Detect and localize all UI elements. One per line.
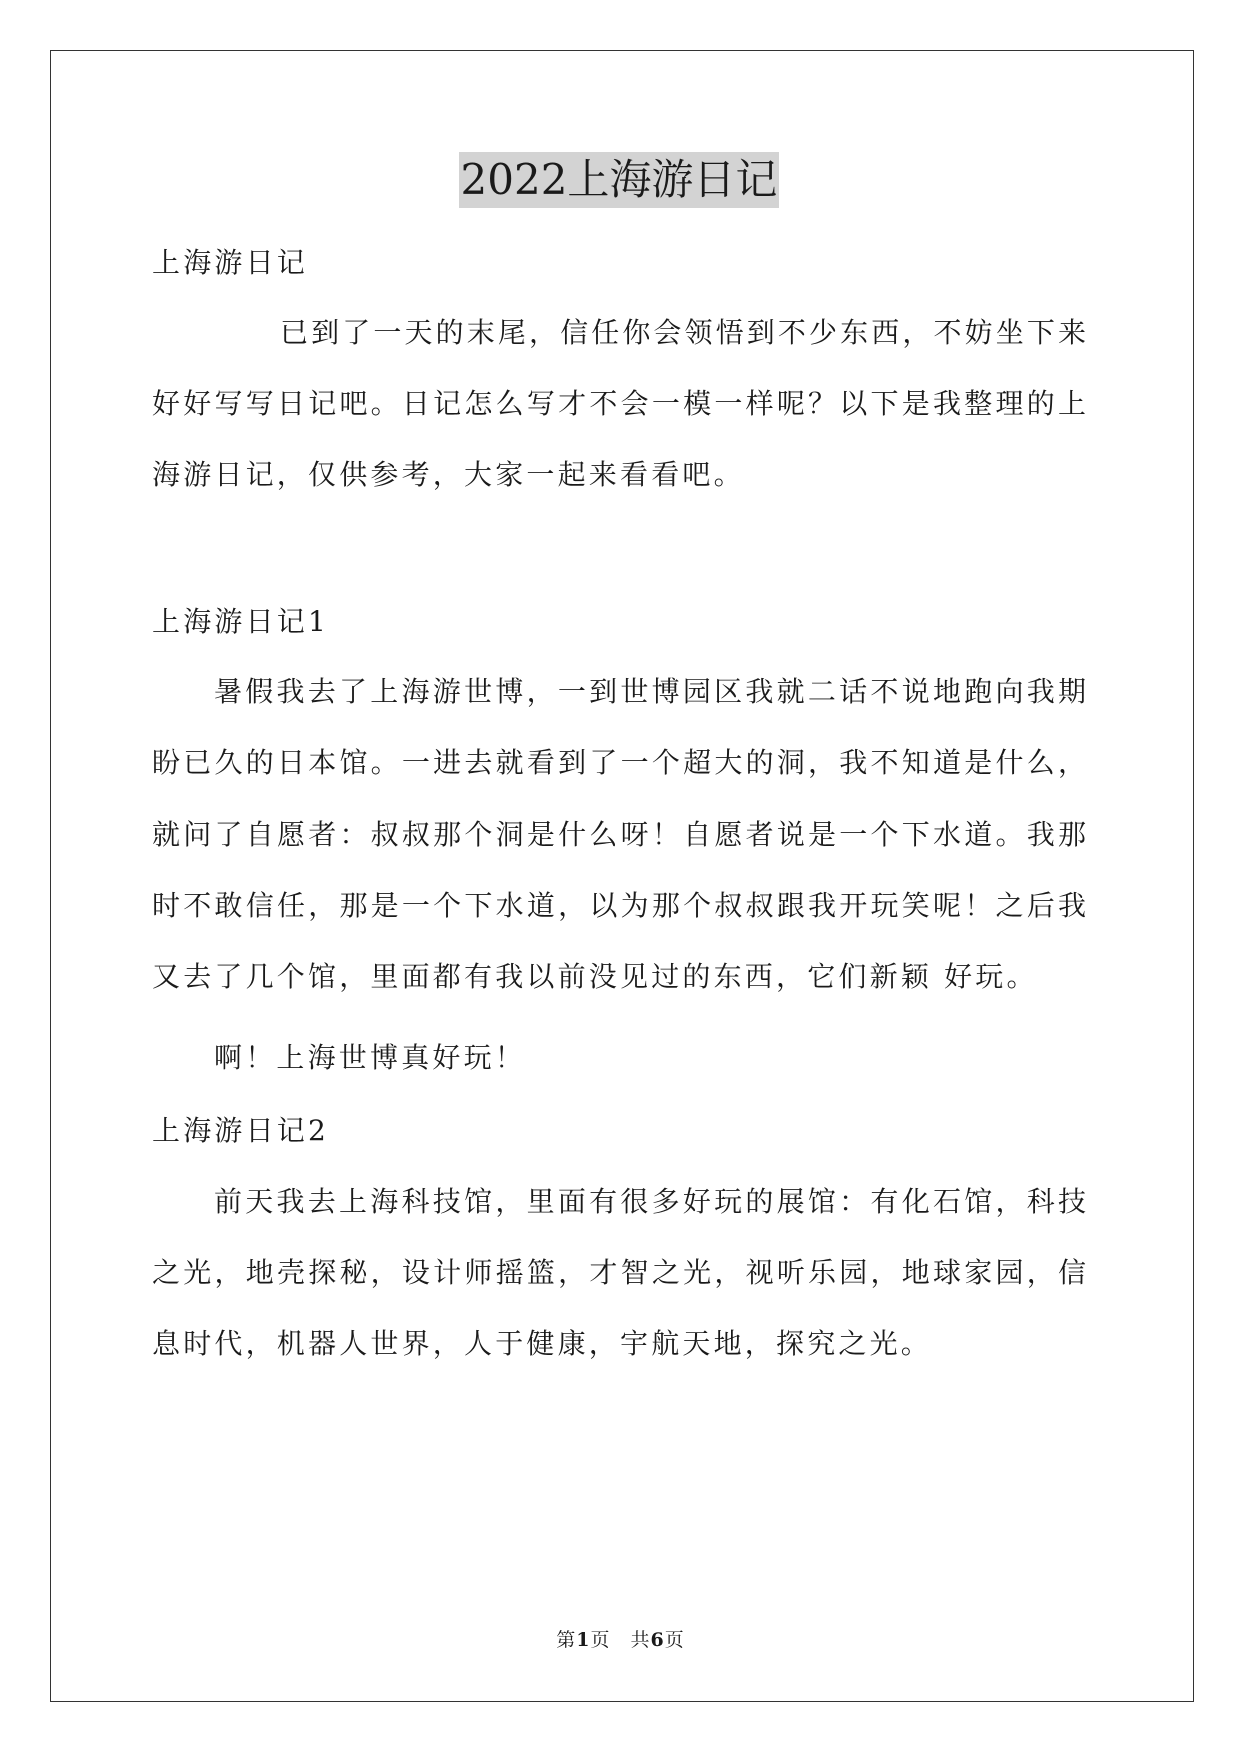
section2-heading: 上海游日记2 [152,1114,330,1147]
intro-line-2: 好好写写日记吧。日记怎么写才不会一模一样呢？以下是我整理的上 [152,387,1086,420]
footer-mid: 页 共 [590,1629,651,1651]
section1-line-2: 盼已久的日本馆。一进去就看到了一个超大的洞，我不知道是什么， [152,746,1086,779]
section1-exclaim: 啊！上海世博真好玩！ [214,1041,527,1074]
title-container [152,152,1086,208]
page-border [50,50,1194,1702]
document-title: 2022上海游日记 [459,152,780,208]
section1-line-4: 时不敢信任，那是一个下水道，以为那个叔叔跟我开玩笑呢！之后我 [152,889,1086,922]
section1-line-1: 暑假我去了上海游世博，一到世博园区我就二话不说地跑向我期 [214,675,1086,708]
page-footer [0,1628,1241,1652]
intro-line-3: 海游日记，仅供参考，大家一起来看看吧。 [152,458,745,491]
section1-line-3: 就问了自愿者：叔叔那个洞是什么呀！自愿者说是一个下水道。我那 [152,818,1086,851]
section2-line-1: 前天我去上海科技馆，里面有很多好玩的展馆：有化石馆，科技 [214,1185,1086,1218]
footer-page-number: 1 [576,1629,591,1651]
section1-heading: 上海游日记1 [152,605,330,638]
footer-suffix: 页 [664,1629,685,1651]
section2-line-3: 息时代，机器人世界，人于健康，宇航天地，探究之光。 [152,1327,933,1360]
section2-line-2: 之光，地壳探秘，设计师摇篮，才智之光，视听乐园，地球家园，信 [152,1256,1086,1289]
section1-line-5: 又去了几个馆，里面都有我以前没见过的东西，它们新颖 好玩。 [152,960,1038,993]
intro-line-1: 已到了一天的末尾，信任你会领悟到不少东西，不妨坐下来 [280,316,1086,349]
intro-heading: 上海游日记 [152,246,309,279]
footer-prefix: 第 [556,1629,577,1651]
footer-total-pages: 6 [650,1629,665,1651]
